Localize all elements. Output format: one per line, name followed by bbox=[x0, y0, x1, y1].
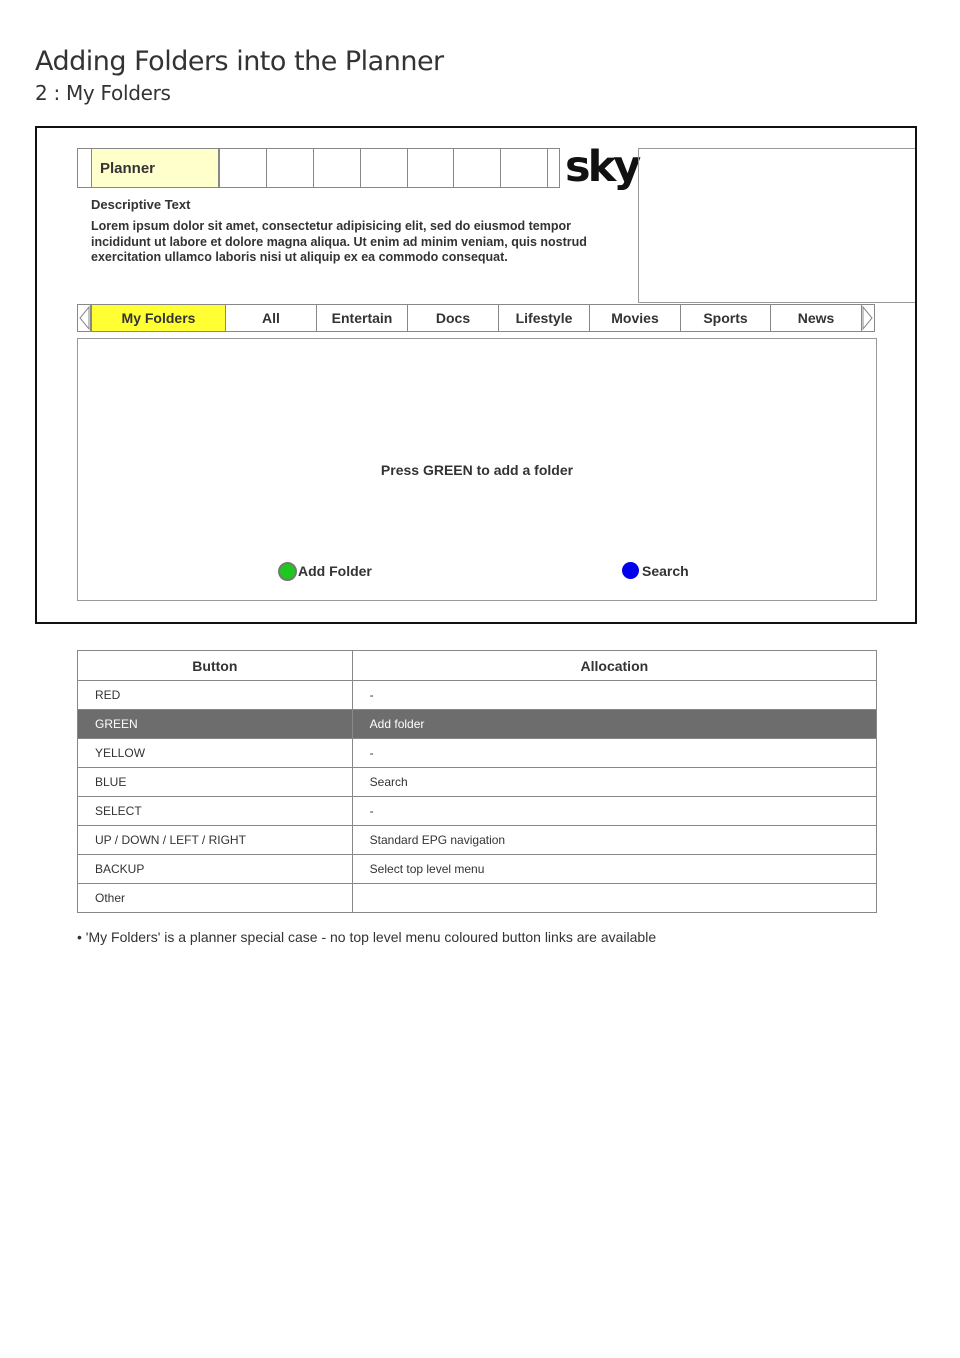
tabs-scroll-right-button[interactable] bbox=[861, 304, 875, 332]
table-header-row bbox=[78, 651, 877, 681]
green-button-icon bbox=[278, 562, 297, 581]
sky-logo: sky bbox=[565, 142, 639, 192]
blue-button-icon bbox=[622, 562, 639, 579]
tab-lifestyle[interactable]: Lifestyle bbox=[498, 304, 590, 332]
button-allocation-table bbox=[77, 650, 877, 913]
preview-window bbox=[638, 148, 915, 303]
allocation-cell: - bbox=[352, 797, 876, 826]
strip-cell bbox=[453, 148, 501, 188]
table-row bbox=[78, 681, 877, 710]
table-row bbox=[78, 884, 877, 913]
tab-movies[interactable]: Movies bbox=[589, 304, 681, 332]
table-row bbox=[78, 826, 877, 855]
tab-all[interactable]: All bbox=[225, 304, 317, 332]
chevron-left-icon bbox=[78, 305, 90, 331]
chevron-right-icon bbox=[862, 305, 874, 331]
button-cell: BACKUP bbox=[78, 855, 353, 884]
description-body: Lorem ipsum dolor sit amet, consectetur adipisicing elit, sed do eiusmod tempor incididunt ut labore et dolore magna aliqua. Ut enim ad minim veniam, quis nostrud exercitation ullamco laboris nisi ut aliquip ex ea commodo consequat. bbox=[91, 219, 587, 264]
tabs-scroll-left-button[interactable] bbox=[77, 304, 91, 332]
table-row bbox=[78, 768, 877, 797]
table-row bbox=[78, 739, 877, 768]
strip-right-cap bbox=[547, 148, 560, 188]
strip-cell bbox=[313, 148, 361, 188]
tab-entertain[interactable]: Entertain bbox=[316, 304, 408, 332]
strip-cell bbox=[407, 148, 454, 188]
allocation-cell: Standard EPG navigation bbox=[352, 826, 876, 855]
button-cell: UP / DOWN / LEFT / RIGHT bbox=[78, 826, 353, 855]
tab-sports[interactable]: Sports bbox=[680, 304, 771, 332]
document-subtitle: 2 : My Folders bbox=[35, 81, 171, 105]
allocation-cell: - bbox=[352, 681, 876, 710]
allocation-cell: Select top level menu bbox=[352, 855, 876, 884]
table-row-highlighted bbox=[78, 710, 877, 739]
strip-cell bbox=[219, 148, 267, 188]
table-row bbox=[78, 855, 877, 884]
tab-my-folders[interactable]: My Folders bbox=[91, 304, 226, 332]
strip-cell bbox=[500, 148, 548, 188]
tab-news[interactable]: News bbox=[770, 304, 862, 332]
allocation-cell: Add folder bbox=[352, 710, 876, 739]
column-header-allocation: Allocation bbox=[352, 651, 876, 681]
add-folder-button[interactable]: Add Folder bbox=[298, 563, 372, 579]
column-header-button: Button bbox=[78, 651, 353, 681]
button-cell: SELECT bbox=[78, 797, 353, 826]
allocation-cell: - bbox=[352, 739, 876, 768]
table-row bbox=[78, 797, 877, 826]
button-cell: RED bbox=[78, 681, 353, 710]
allocation-cell bbox=[352, 884, 876, 913]
search-button[interactable]: Search bbox=[642, 563, 689, 579]
strip-left-cap bbox=[77, 148, 92, 188]
button-cell: YELLOW bbox=[78, 739, 353, 768]
allocation-cell: Search bbox=[352, 768, 876, 797]
tab-docs[interactable]: Docs bbox=[407, 304, 499, 332]
footnote: • 'My Folders' is a planner special case - no top level menu coloured button links are available bbox=[77, 929, 657, 945]
description-title: Descriptive Text bbox=[91, 197, 191, 212]
strip-cell bbox=[266, 148, 314, 188]
planner-cell[interactable]: Planner bbox=[91, 148, 219, 188]
button-cell: GREEN bbox=[78, 710, 353, 739]
button-cell: BLUE bbox=[78, 768, 353, 797]
button-cell: Other bbox=[78, 884, 353, 913]
empty-state-message: Press GREEN to add a folder bbox=[380, 462, 574, 478]
strip-cell bbox=[360, 148, 408, 188]
document-title: Adding Folders into the Planner bbox=[35, 46, 444, 77]
